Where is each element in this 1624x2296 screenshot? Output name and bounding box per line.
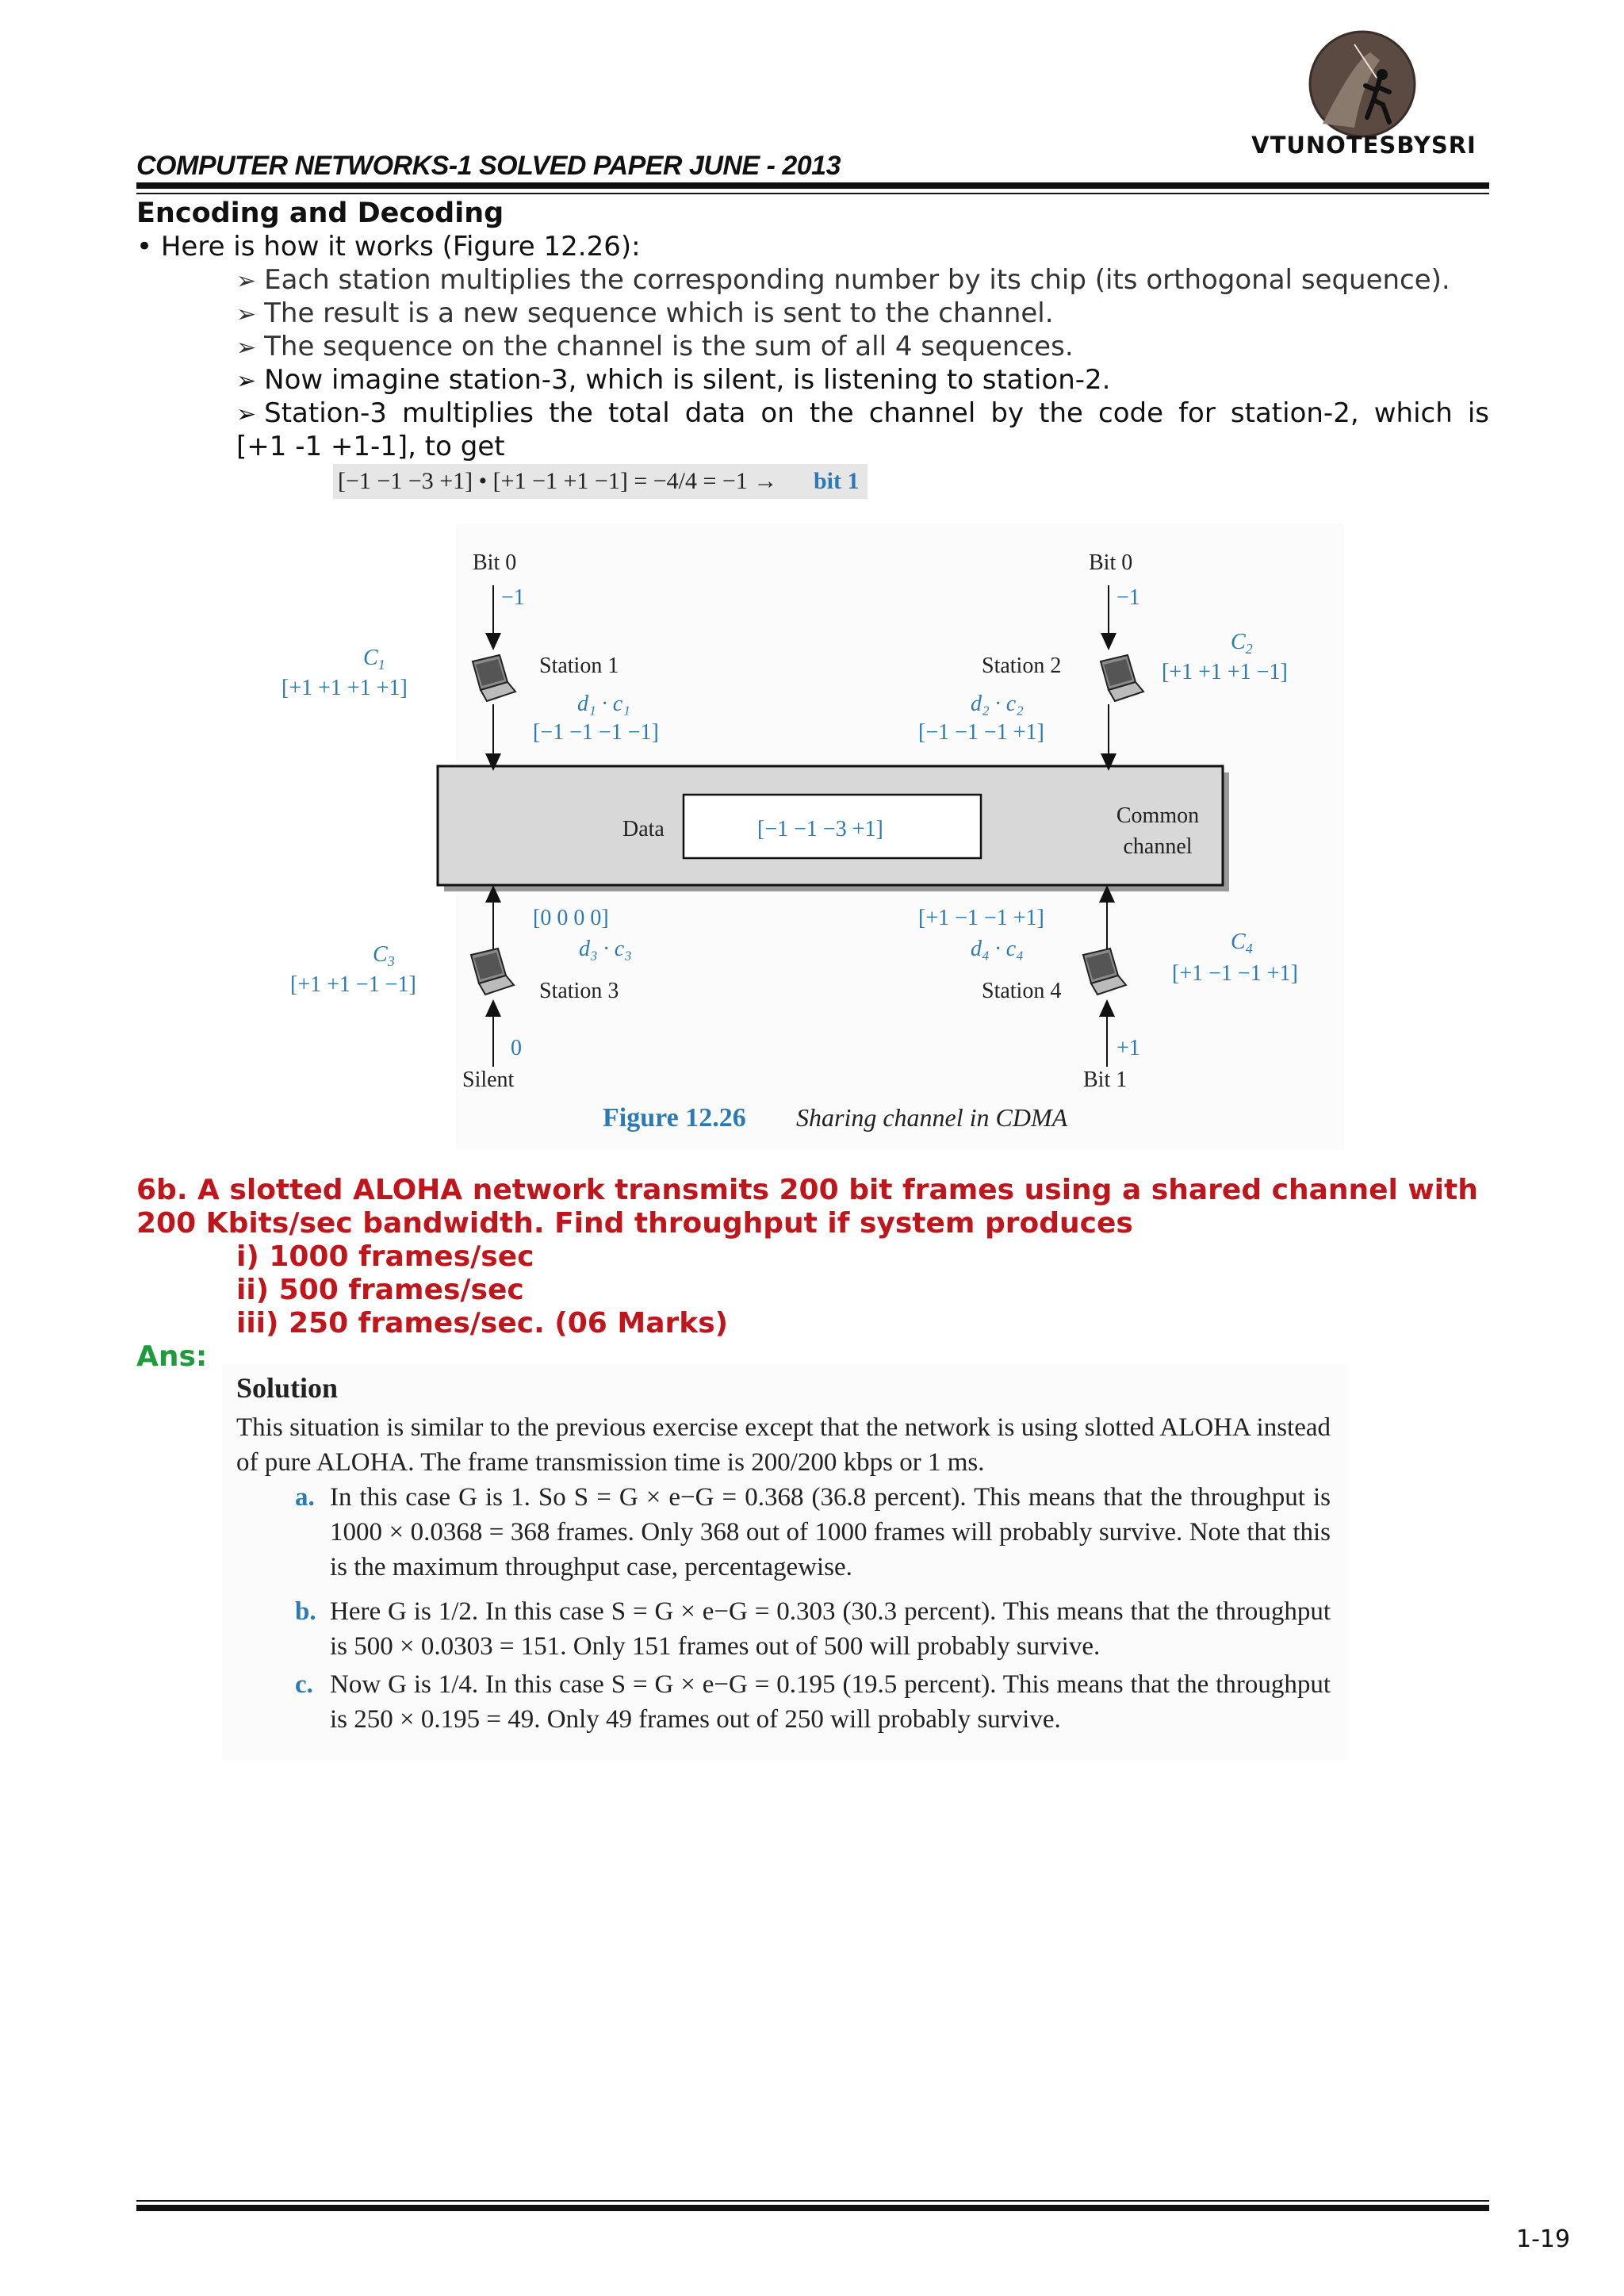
station3-prod-label: d₃ · c₃	[579, 937, 632, 961]
figure-caption-number: Figure 12.26	[603, 1103, 746, 1133]
laptop-icon	[473, 655, 515, 701]
station1-prod-label: d₁ · c₁	[577, 692, 630, 716]
bullet-item: ➢ The sequence on the channel is the sum of all 4 sequences.	[236, 331, 1074, 362]
data-value: [−1 −1 −3 +1]	[757, 817, 883, 841]
station3-chip-name: $C_3$	[373, 942, 395, 969]
station3-name: Station 3	[539, 979, 619, 1003]
station4-chip-name: $C_4$	[1231, 930, 1253, 956]
paper-title: COMPUTER NETWORKS-1 SOLVED PAPER JUNE - 2013	[136, 151, 841, 181]
laptop-icon	[1101, 655, 1143, 701]
solution-item-label: c.	[295, 1670, 313, 1699]
bullet-item: ➢ The result is a new sequence which is sent to the channel.	[236, 297, 1054, 329]
station1-prod: [−1 −1 −1 −1]	[533, 720, 659, 745]
station1-chip-name: $C_1$	[363, 646, 385, 673]
solution-heading: Solution	[236, 1372, 339, 1404]
answer-label: Ans:	[136, 1340, 208, 1373]
station1-value: −1	[501, 585, 525, 610]
arrow-bullet-icon: ➢	[236, 267, 257, 295]
station4-value: +1	[1116, 1036, 1140, 1060]
figure-caption-text: Sharing channel in CDMA	[796, 1103, 1068, 1132]
solution-item-label: b.	[295, 1597, 316, 1626]
station2-value: −1	[1116, 585, 1140, 610]
station2-bit: Bit 0	[1089, 550, 1133, 575]
bullet-item: ➢ Station-3 multiplies the total data on the channel by the code for station-2, which is	[236, 397, 1489, 429]
station4-bit: Bit 1	[1083, 1068, 1128, 1092]
laptop-icon	[471, 949, 514, 995]
solution-item-label: a.	[295, 1483, 315, 1512]
arrow-bullet-icon: ➢	[236, 334, 257, 362]
station4-name: Station 4	[982, 979, 1062, 1003]
arrow-bullet-icon: ➢	[236, 401, 257, 428]
intro-line: • Here is how it works (Figure 12.26):	[136, 231, 641, 263]
solution-item-text: Now G is 1/4. In this case S = G × e−G = 0.195 (19.5 percent). This means that the throughput is 250 × 0.195 = 49. Only 49 frames out of 250 will probably survive.	[330, 1670, 1331, 1734]
page-number: 1-19	[1516, 2225, 1571, 2253]
station3-chip: [+1 +1 −1 −1]	[290, 972, 416, 997]
question-option: iii) 250 frames/sec. (06 Marks)	[236, 1307, 729, 1340]
channel-label-1: Common	[1116, 803, 1200, 828]
arrow-bullet-icon: ➢	[236, 367, 257, 395]
arrow-bullet-icon: ➢	[236, 301, 257, 328]
station1-bit: Bit 0	[473, 550, 517, 575]
solution-item-text: Here G is 1/2. In this case S = G × e−G = 0.303 (30.3 percent). This means that the throughput is 500 × 0.0303 = 151. Only 151 frames out of 500 will probably survive.	[330, 1597, 1331, 1661]
bullet-item: ➢ Now imagine station-3, which is silent, is listening to station-2.	[236, 364, 1111, 396]
station3-value: 0	[511, 1036, 522, 1060]
station2-name: Station 2	[982, 654, 1062, 678]
station4-chip: [+1 −1 −1 +1]	[1172, 961, 1298, 986]
brand-name: VTUNOTESBYSRI	[1251, 132, 1477, 159]
station2-prod-label: d₂ · c₂	[971, 692, 1024, 716]
bullet-continuation: [+1 -1 +1-1], to get	[236, 431, 505, 462]
solution-intro: This situation is similar to the previous exercise except that the network is using slotted ALOHA instead of pure ALOHA. The frame transmission time is 200/200 kbps or 1 ms.	[236, 1413, 1331, 1477]
footer-rule-thick	[136, 2205, 1489, 2211]
section-heading: Encoding and Decoding	[136, 197, 504, 229]
laptop-icon	[1083, 949, 1126, 995]
formula-result: bit 1	[814, 468, 860, 494]
station4-prod-label: d₄ · c₄	[971, 937, 1024, 961]
question-option: ii) 500 frames/sec	[236, 1274, 524, 1306]
data-label: Data	[622, 817, 665, 841]
station4-prod: [+1 −1 −1 +1]	[918, 906, 1044, 930]
question-option: i) 1000 frames/sec	[236, 1240, 534, 1273]
channel-label-2: channel	[1123, 834, 1193, 859]
station2-prod: [−1 −1 −1 +1]	[918, 720, 1044, 745]
footer-rule-thin	[136, 2200, 1489, 2202]
solution-item-text: In this case G is 1. So S = G × e−G = 0.368 (36.8 percent). This means that the throughput is 1000 × 0.0368 = 368 frames. Only 368 out of 1000 frames will probably survive. Note that this is the maximum throughput case, percentagewise.	[330, 1483, 1331, 1581]
station3-prod: [0 0 0 0]	[533, 906, 609, 930]
station2-chip: [+1 +1 +1 −1]	[1162, 660, 1288, 684]
station3-bit: Silent	[462, 1068, 515, 1092]
station2-chip-name: $C_2$	[1231, 630, 1253, 657]
station1-chip: [+1 +1 +1 +1]	[282, 676, 408, 700]
question-text: 6b. A slotted ALOHA network transmits 200 bit frames using a shared channel with 200 Kbits/sec bandwidth. Find throughput if system produces	[136, 1174, 1478, 1240]
formula: [−1 −1 −3 +1] • [+1 −1 +1 −1] = −4/4 = −1 →	[338, 468, 778, 494]
bullet-item: ➢ Each station multiplies the corresponding number by its chip (its orthogonal sequence).	[236, 264, 1450, 296]
station1-name: Station 1	[539, 654, 619, 678]
